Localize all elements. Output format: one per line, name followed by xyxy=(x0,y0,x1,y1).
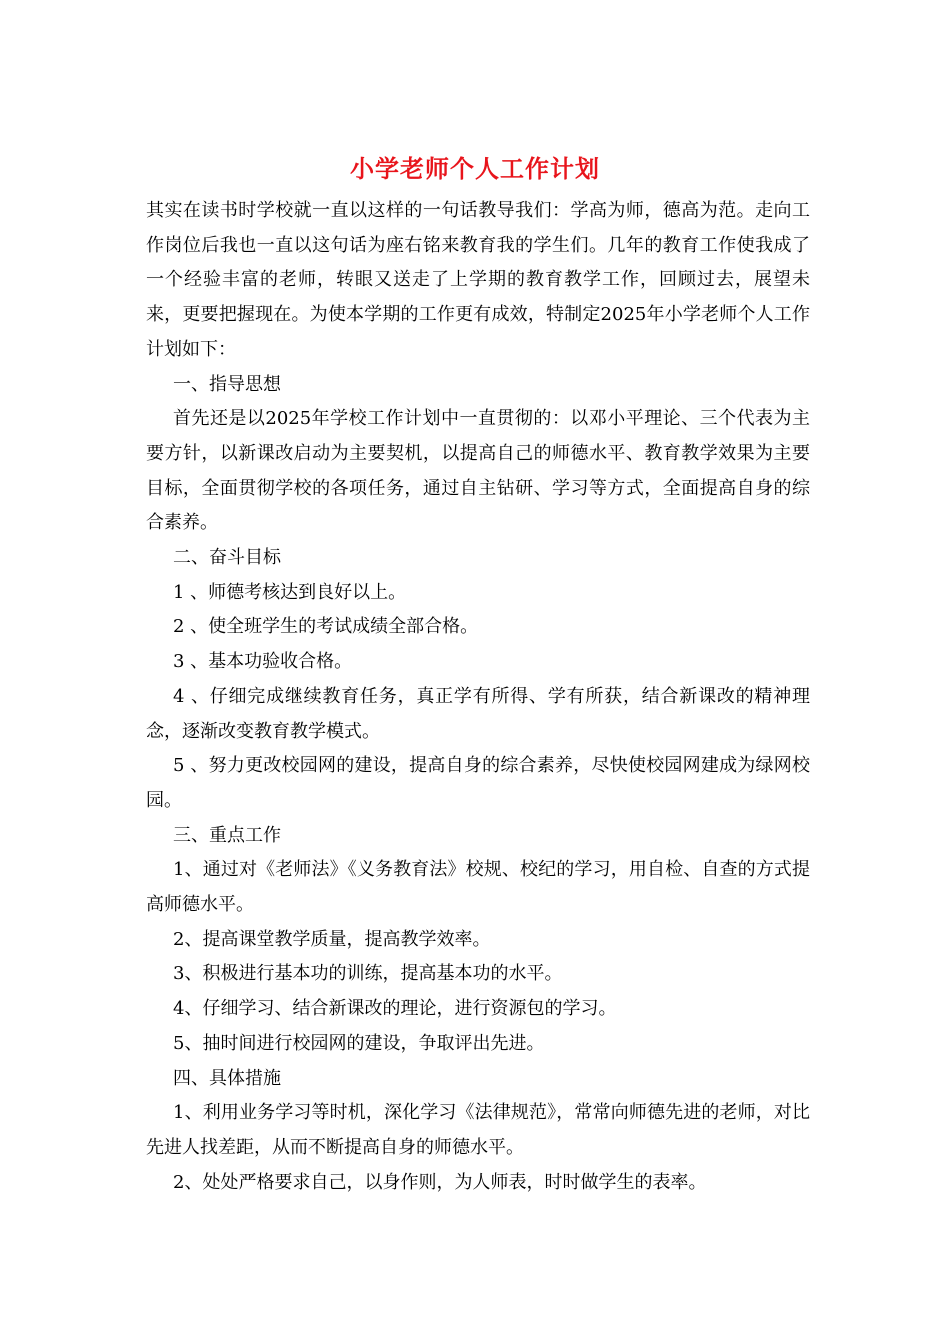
goal-item: 3 、基本功验收合格。 xyxy=(173,651,353,673)
section-heading-key-work: 三、重点工作 xyxy=(173,824,281,846)
document-body xyxy=(146,194,810,1200)
key-work-item: 4、仔细学习、结合新课改的理论，进行资源包的学习。 xyxy=(173,998,617,1020)
goal-item: 1 、师德考核达到良好以上。 xyxy=(173,581,407,603)
measure-item: 1、利用业务学习等时机，深化学习《法律规范》，常常向师德先进的老师，对比先进人找差距，从而不断提高自身的师德水平。 xyxy=(146,1102,810,1158)
goal-item: 5 、努力更改校园网的建设，提高自身的综合素养，尽快使校园网建成为绿网校园。 xyxy=(146,755,810,811)
goal-item: 4 、仔细完成继续教育任务，真正学有所得、学有所获，结合新课改的精神理念，逐渐改变教育教学模式。 xyxy=(146,685,810,742)
section-heading-guiding-thought: 一、指导思想 xyxy=(173,373,281,395)
key-work-item: 5、抽时间进行校园网的建设，争取评出先进。 xyxy=(173,1032,545,1054)
section-heading-measures: 四、具体措施 xyxy=(173,1067,281,1089)
key-work-item: 2、提高课堂教学质量，提高教学效率。 xyxy=(173,928,491,950)
goal-item: 2 、使全班学生的考试成绩全部合格。 xyxy=(173,616,479,638)
intro-paragraph: 其实在读书时学校就一直以这样的一句话教导我们：学高为师，德高为范。走向工作岗位后我也一直以这句话为座右铭来教育我的学生们。几年的教育工作使我成了一个经验丰富的老师，转眼又送走了上学期的教育教学工作，回顾过去，展望未来，更要把握现在。为使本学期的工作更有成效，特制定2025年小学老师个人工作计划如下： xyxy=(146,200,810,360)
guiding-thought-paragraph: 首先还是以2025年学校工作计划中一直贯彻的：以邓小平理论、三个代表为主要方针，以新课改启动为主要契机，以提高自己的师德水平、教育教学效果为主要目标，全面贯彻学校的各项任务，通过自主钻研、学习等方式，全面提高自身的综合素养。 xyxy=(146,408,810,534)
key-work-item: 3、积极进行基本功的训练，提高基本功的水平。 xyxy=(173,963,563,985)
key-work-item: 1、通过对《老师法》《义务教育法》校规、校纪的学习，用自检、自查的方式提高师德水平。 xyxy=(146,859,810,916)
section-heading-goals: 二、奋斗目标 xyxy=(173,547,281,569)
document-title: 小学老师个人工作计划 xyxy=(350,154,600,183)
measure-item: 2、处处严格要求自己，以身作则，为人师表，时时做学生的表率。 xyxy=(173,1171,707,1193)
